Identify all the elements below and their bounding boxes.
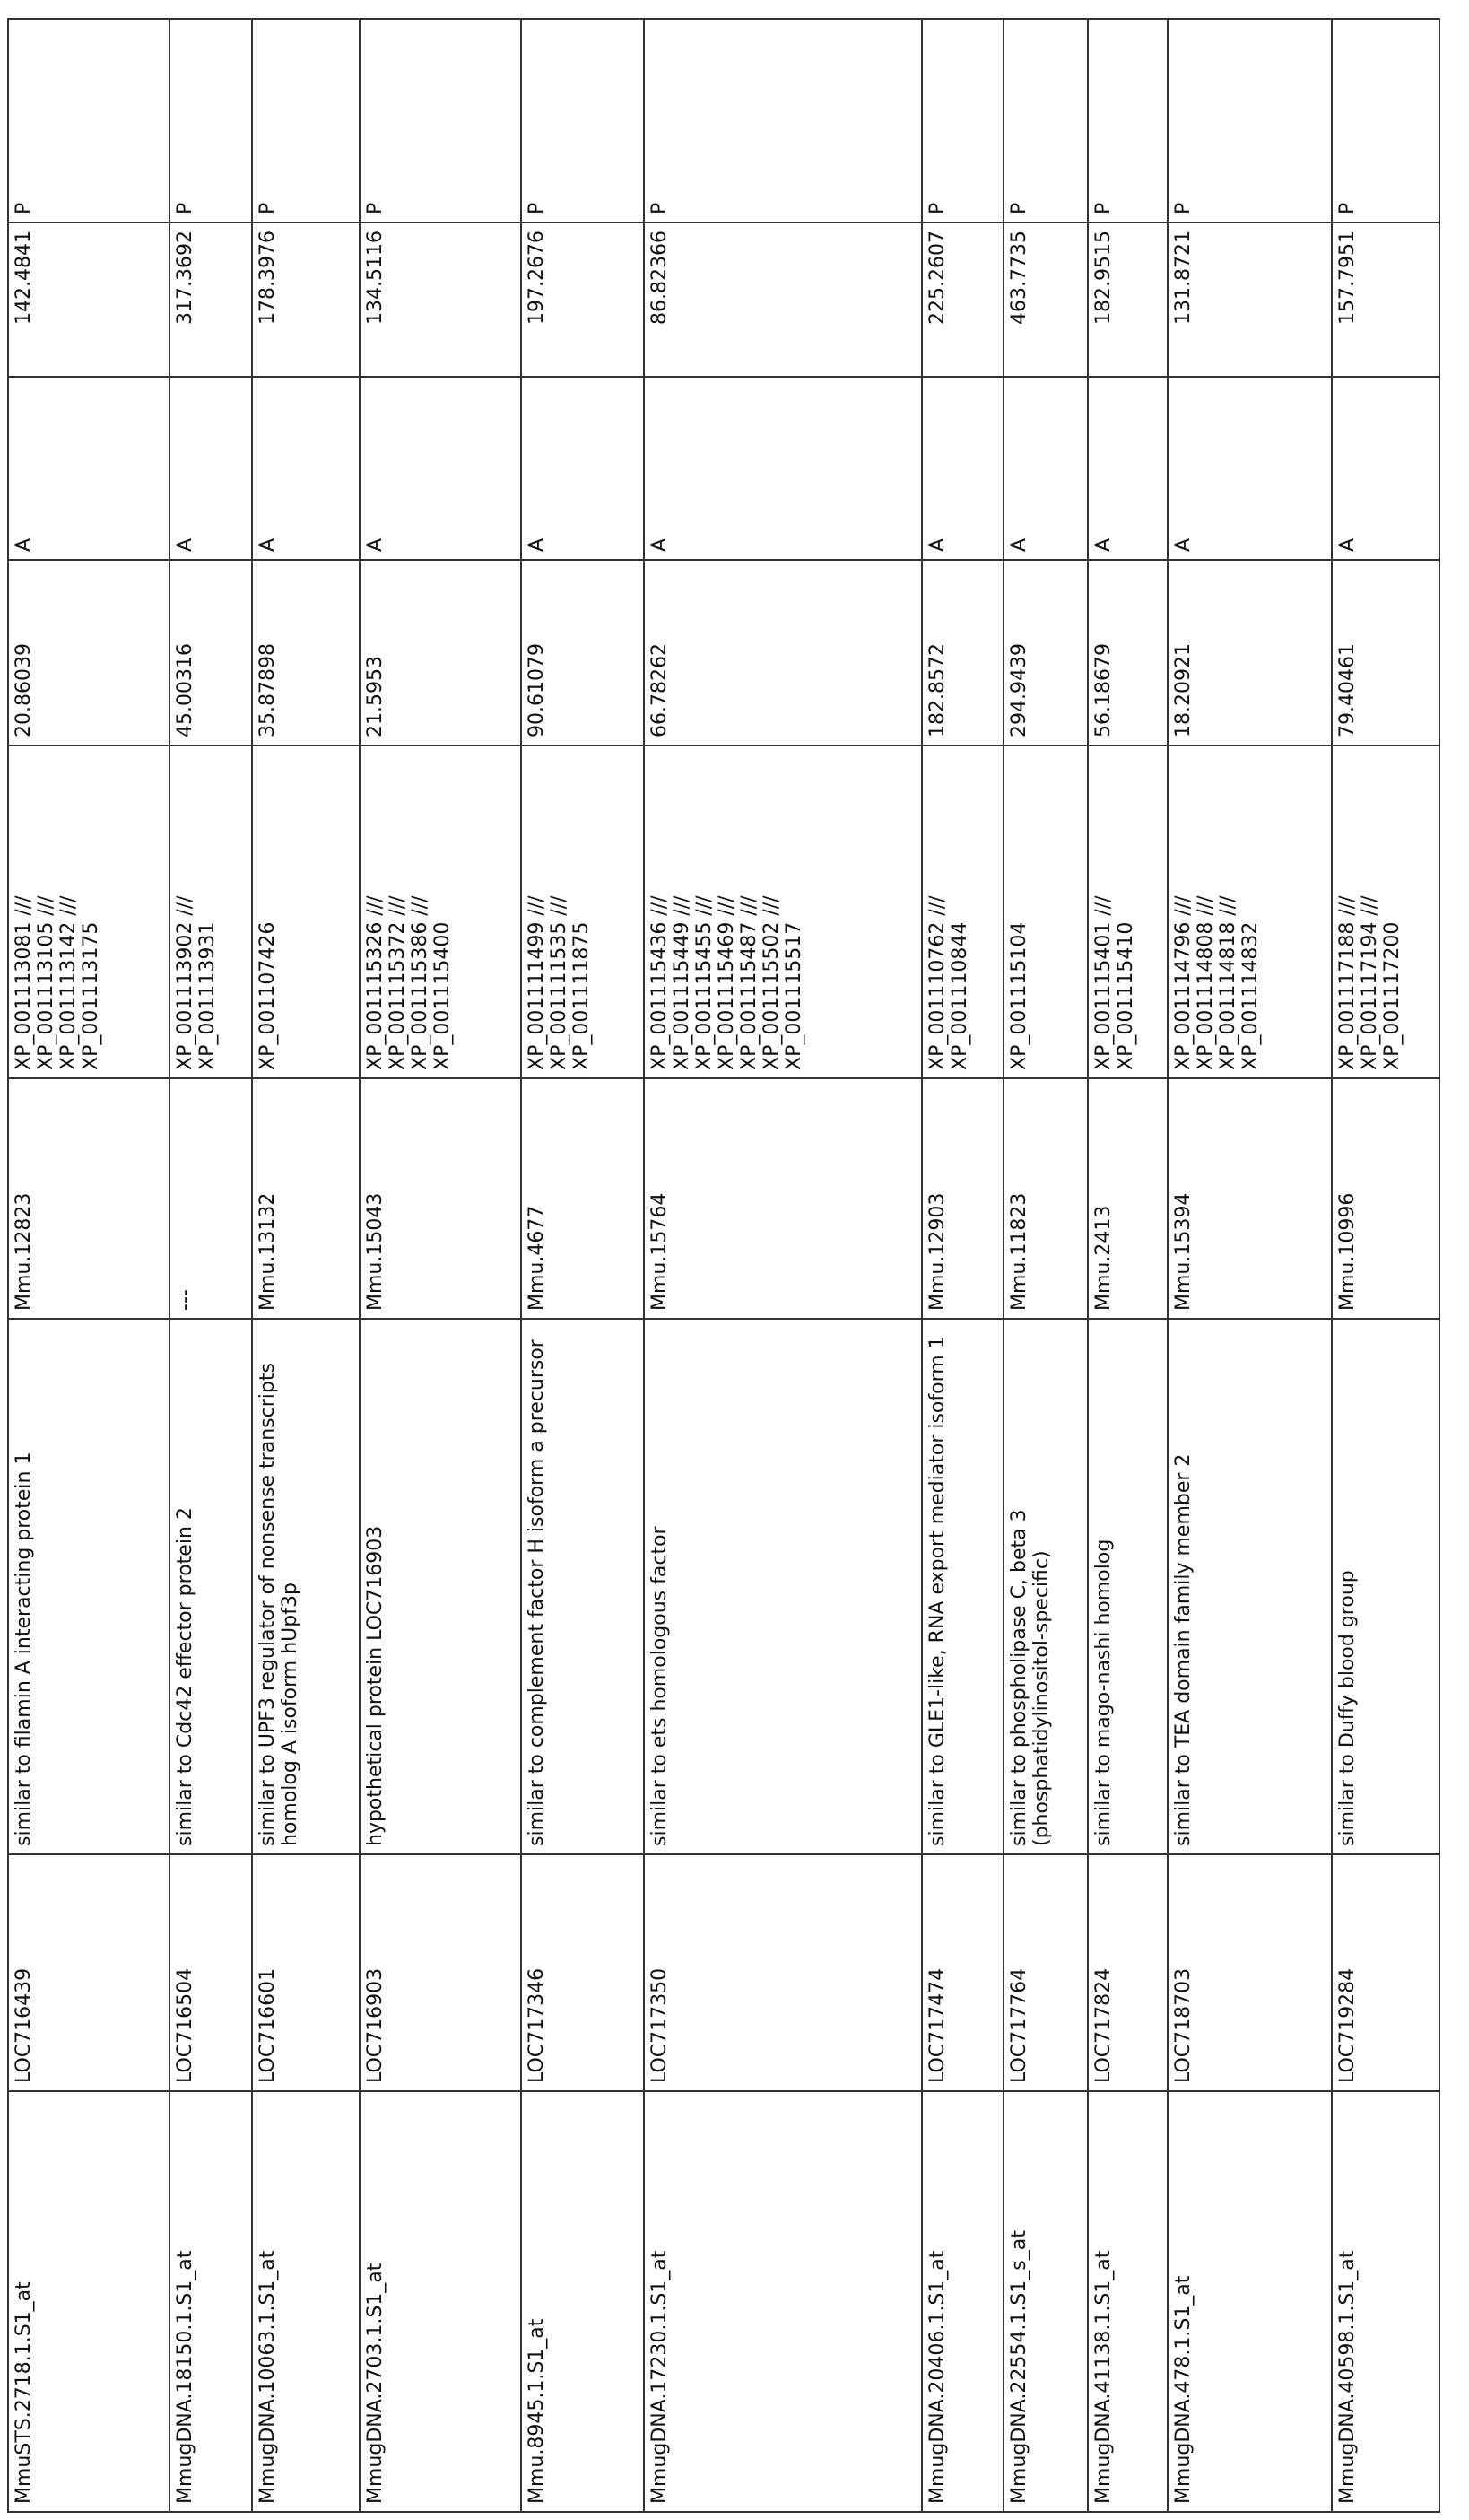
call-2-cell: P <box>8 19 170 222</box>
description-cell: similar to GLE1-like, RNA export mediator isoform 1 <box>922 1319 1004 1854</box>
value-1-cell: 18.20921 <box>1168 560 1332 746</box>
value-2-cell: 131.8721 <box>1168 222 1332 377</box>
value-1-cell: 294.9439 <box>1004 560 1088 746</box>
unigene-cell: --- <box>170 1078 252 1319</box>
value-2-cell: 178.3976 <box>252 222 360 377</box>
call-1-cell: A <box>252 377 360 560</box>
probe-id-cell: MmugDNA.22554.1.S1_s_at <box>1004 2091 1088 2512</box>
gene-symbol-cell: LOC716903 <box>360 1854 521 2091</box>
value-1-cell: 79.40461 <box>1332 560 1439 746</box>
value-2-cell: 182.9515 <box>1088 222 1168 377</box>
call-2-cell: P <box>252 19 360 222</box>
gene-symbol-cell: LOC717350 <box>644 1854 922 2091</box>
probe-id-cell: Mmu.8945.1.S1_at <box>521 2091 644 2512</box>
unigene-cell: Mmu.11823 <box>1004 1078 1088 1319</box>
refseq-cell: XP_001115401 /// XP_001115410 <box>1088 746 1168 1078</box>
gene-expression-table <box>7 18 1440 2513</box>
description-cell: similar to filamin A interacting protein 1 <box>8 1319 170 1854</box>
unigene-cell: Mmu.15764 <box>644 1078 922 1319</box>
value-2-cell: 86.82366 <box>644 222 922 377</box>
value-1-cell: 90.61079 <box>521 560 644 746</box>
table-row <box>1168 19 1332 2512</box>
unigene-cell: Mmu.15043 <box>360 1078 521 1319</box>
gene-symbol-cell: LOC719284 <box>1332 1854 1439 2091</box>
unigene-cell: Mmu.10996 <box>1332 1078 1439 1319</box>
gene-symbol-cell: LOC717764 <box>1004 1854 1088 2091</box>
unigene-cell: Mmu.13132 <box>252 1078 360 1319</box>
description-cell: similar to ets homologous factor <box>644 1319 922 1854</box>
call-2-cell: P <box>360 19 521 222</box>
call-2-cell: P <box>1004 19 1088 222</box>
unigene-cell: Mmu.2413 <box>1088 1078 1168 1319</box>
description-cell: similar to phospholipase C, beta 3 (phosphatidylinositol-specific) <box>1004 1319 1088 1854</box>
value-1-cell: 56.18679 <box>1088 560 1168 746</box>
probe-id-cell: MmugDNA.10063.1.S1_at <box>252 2091 360 2512</box>
refseq-cell: XP_001113081 /// XP_001113105 /// XP_001113142 /// XP_001113175 <box>8 746 170 1078</box>
description-cell: similar to UPF3 regulator of nonsense transcripts homolog A isoform hUpf3p <box>252 1319 360 1854</box>
gene-symbol-cell: LOC717346 <box>521 1854 644 2091</box>
probe-id-cell: MmugDNA.41138.1.S1_at <box>1088 2091 1168 2512</box>
refseq-cell: XP_001111499 /// XP_001111535 /// XP_001111875 <box>521 746 644 1078</box>
description-cell: similar to Cdc42 effector protein 2 <box>170 1319 252 1854</box>
gene-symbol-cell: LOC716439 <box>8 1854 170 2091</box>
value-2-cell: 463.7735 <box>1004 222 1088 377</box>
refseq-cell: XP_001110762 /// XP_001110844 <box>922 746 1004 1078</box>
call-2-cell: P <box>1332 19 1439 222</box>
unigene-cell: Mmu.15394 <box>1168 1078 1332 1319</box>
probe-id-cell: MmugDNA.20406.1.S1_at <box>922 2091 1004 2512</box>
refseq-cell: XP_001115326 /// XP_001115372 /// XP_001115386 /// XP_001115400 <box>360 746 521 1078</box>
value-1-cell: 35.87898 <box>252 560 360 746</box>
call-1-cell: A <box>521 377 644 560</box>
description-cell: similar to mago-nashi homolog <box>1088 1319 1168 1854</box>
description-cell: hypothetical protein LOC716903 <box>360 1319 521 1854</box>
unigene-cell: Mmu.12823 <box>8 1078 170 1319</box>
gene-symbol-cell: LOC717474 <box>922 1854 1004 2091</box>
value-2-cell: 157.7951 <box>1332 222 1439 377</box>
table-row <box>252 19 360 2512</box>
call-2-cell: P <box>644 19 922 222</box>
probe-id-cell: MmugDNA.478.1.S1_at <box>1168 2091 1332 2512</box>
gene-symbol-cell: LOC718703 <box>1168 1854 1332 2091</box>
call-2-cell: P <box>521 19 644 222</box>
table-row <box>170 19 252 2512</box>
unigene-cell: Mmu.12903 <box>922 1078 1004 1319</box>
refseq-cell: XP_001113902 /// XP_001113931 <box>170 746 252 1078</box>
table-row <box>1088 19 1168 2512</box>
call-1-cell: A <box>922 377 1004 560</box>
description-cell: similar to TEA domain family member 2 <box>1168 1319 1332 1854</box>
table-row <box>644 19 922 2512</box>
table-row <box>360 19 521 2512</box>
table-row <box>922 19 1004 2512</box>
value-2-cell: 317.3692 <box>170 222 252 377</box>
call-1-cell: A <box>1004 377 1088 560</box>
refseq-cell: XP_001117188 /// XP_001117194 /// XP_001117200 <box>1332 746 1439 1078</box>
value-1-cell: 182.8572 <box>922 560 1004 746</box>
value-2-cell: 225.2607 <box>922 222 1004 377</box>
rotated-page <box>7 20 1440 2513</box>
refseq-cell: XP_001115104 <box>1004 746 1088 1078</box>
value-2-cell: 134.5116 <box>360 222 521 377</box>
value-1-cell: 20.86039 <box>8 560 170 746</box>
call-1-cell: A <box>170 377 252 560</box>
probe-id-cell: MmugDNA.2703.1.S1_at <box>360 2091 521 2512</box>
call-2-cell: P <box>170 19 252 222</box>
value-2-cell: 197.2676 <box>521 222 644 377</box>
description-cell: similar to complement factor H isoform a precursor <box>521 1319 644 1854</box>
description-cell: similar to Duffy blood group <box>1332 1319 1439 1854</box>
value-1-cell: 21.5953 <box>360 560 521 746</box>
unigene-cell: Mmu.4677 <box>521 1078 644 1319</box>
call-1-cell: A <box>1332 377 1439 560</box>
gene-symbol-cell: LOC716504 <box>170 1854 252 2091</box>
call-1-cell: A <box>1168 377 1332 560</box>
call-2-cell: P <box>922 19 1004 222</box>
refseq-cell: XP_001115436 /// XP_001115449 /// XP_001115455 /// XP_001115469 /// XP_001115487 /// XP_001115502 /// XP_001115517 <box>644 746 922 1078</box>
call-1-cell: A <box>360 377 521 560</box>
probe-id-cell: MmuSTS.2718.1.S1_at <box>8 2091 170 2512</box>
value-1-cell: 66.78262 <box>644 560 922 746</box>
call-1-cell: A <box>1088 377 1168 560</box>
probe-id-cell: MmugDNA.18150.1.S1_at <box>170 2091 252 2512</box>
gene-symbol-cell: LOC717824 <box>1088 1854 1168 2091</box>
gene-symbol-cell: LOC716601 <box>252 1854 360 2091</box>
value-2-cell: 142.4841 <box>8 222 170 377</box>
call-1-cell: A <box>644 377 922 560</box>
call-1-cell: A <box>8 377 170 560</box>
refseq-cell: XP_001107426 <box>252 746 360 1078</box>
probe-id-cell: MmugDNA.40598.1.S1_at <box>1332 2091 1439 2512</box>
table-row <box>8 19 170 2512</box>
call-2-cell: P <box>1168 19 1332 222</box>
table-row <box>1004 19 1088 2512</box>
value-1-cell: 45.00316 <box>170 560 252 746</box>
table-row <box>1332 19 1439 2512</box>
table-row <box>521 19 644 2512</box>
call-2-cell: P <box>1088 19 1168 222</box>
probe-id-cell: MmugDNA.17230.1.S1_at <box>644 2091 922 2512</box>
refseq-cell: XP_001114796 /// XP_001114808 /// XP_001114818 /// XP_001114832 <box>1168 746 1332 1078</box>
